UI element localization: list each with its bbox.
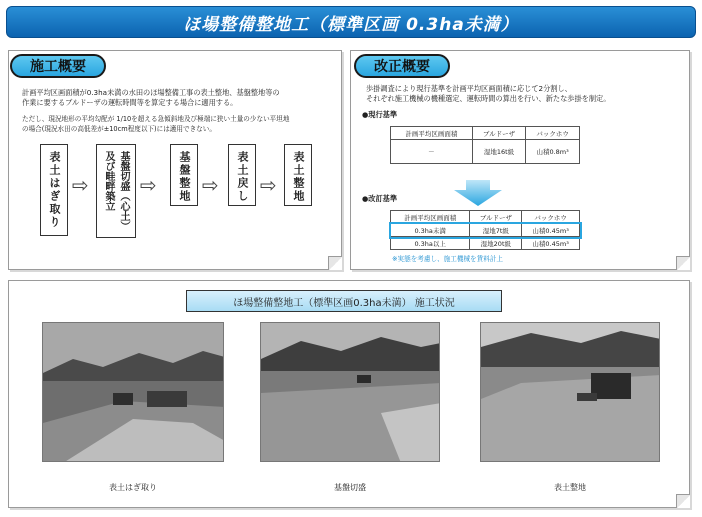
flow-step-topsoil-return: 表土戻し — [228, 144, 256, 206]
current-standard-table — [390, 126, 580, 164]
table-header-row — [391, 127, 580, 140]
flow-arrow-icon: ⇨ — [140, 173, 157, 197]
table-header-row — [391, 211, 580, 224]
down-arrow-icon — [452, 180, 504, 206]
overview-paragraph-2: ただし、現況地形の平均勾配が 1/10を超える急傾斜地及び極端に狭い土量の少ない平坦地 の場合(現況水田の高低差が±10cm程度以下)には適用できない。 — [22, 115, 290, 133]
flow-step-topsoil-grading: 表土整地 — [284, 144, 312, 206]
table-header-cell: 計画平均区画面積 — [391, 127, 473, 140]
revised-standard-label: ●改訂基準 — [362, 194, 398, 203]
flow-step-base-grading: 基盤整地 — [170, 144, 198, 206]
table-cell: 山積0.45m³ — [522, 224, 580, 237]
revision-paragraph: 歩掛調査により現行基準を計画平均区画面積に応じて2分割し、 それぞれ施工機械の機種選定、運転時間の算出を行い、新たな歩掛を制定。 — [366, 84, 611, 103]
table-cell: 0.3ha以上 — [391, 237, 470, 250]
page-fold-decoration — [328, 256, 342, 270]
table-cell: 山積0.45m³ — [522, 237, 580, 250]
flow-arrow-icon: ⇨ — [260, 173, 277, 197]
photo-caption-topsoil-grading: 表土整地 — [554, 483, 586, 492]
table-header-cell: ブルドーザ — [470, 211, 522, 224]
overview-paragraph-1: 計画平均区画面積が0.3ha未満の水田のほ場整備工事の表土整地、基盤整地等の 作業に要するブルドーザの運転時間等を算定する場合に適用する。 — [22, 88, 280, 107]
photo-caption-topsoil-stripping: 表土はぎ取り — [109, 483, 157, 492]
flow-step-base-cut-fill: 基盤切盛（心土）及び畦畔築立 — [96, 144, 136, 238]
construction-overview-heading: 施工概要 — [10, 54, 106, 78]
revision-note: ※実態を考慮し、施工機械を賃料計上 — [392, 255, 504, 263]
table-cell: 湿地16t級 — [472, 140, 525, 164]
table-cell: 湿地7t級 — [470, 224, 522, 237]
flow-arrow-icon: ⇨ — [72, 173, 89, 197]
photo-base-cut-fill — [260, 322, 440, 462]
table-cell: 0.3ha未満 — [391, 224, 470, 237]
table-header-cell: バックホウ — [522, 211, 580, 224]
table-header-cell: 計画平均区画面積 — [391, 211, 470, 224]
table-cell: 湿地20t級 — [470, 237, 522, 250]
photo-caption-base-cut-fill: 基盤切盛 — [334, 483, 366, 492]
revised-standard-table — [390, 210, 580, 250]
construction-status-heading: ほ場整備整地工（標準区画0.3ha未満） 施工状況 — [186, 290, 502, 312]
table-row — [391, 140, 580, 164]
photo-topsoil-grading — [480, 322, 660, 462]
table-header-cell: バックホウ — [526, 127, 580, 140]
table-cell: 山積0.8m³ — [526, 140, 580, 164]
page-title: ほ場整備整地工（標準区画 0.3ha未満） — [6, 6, 696, 38]
table-cell: － — [391, 140, 473, 164]
table-row — [391, 237, 580, 250]
flow-arrow-icon: ⇨ — [202, 173, 219, 197]
page-fold-decoration — [676, 256, 690, 270]
table-header-cell: ブルドーザ — [472, 127, 525, 140]
revision-overview-heading: 改正概要 — [354, 54, 450, 78]
photo-topsoil-stripping — [42, 322, 224, 462]
current-standard-label: ●現行基準 — [362, 110, 398, 119]
flow-step-topsoil-stripping: 表土はぎ取り — [40, 144, 68, 236]
page-fold-decoration — [676, 494, 690, 508]
table-row-highlighted — [391, 224, 580, 237]
